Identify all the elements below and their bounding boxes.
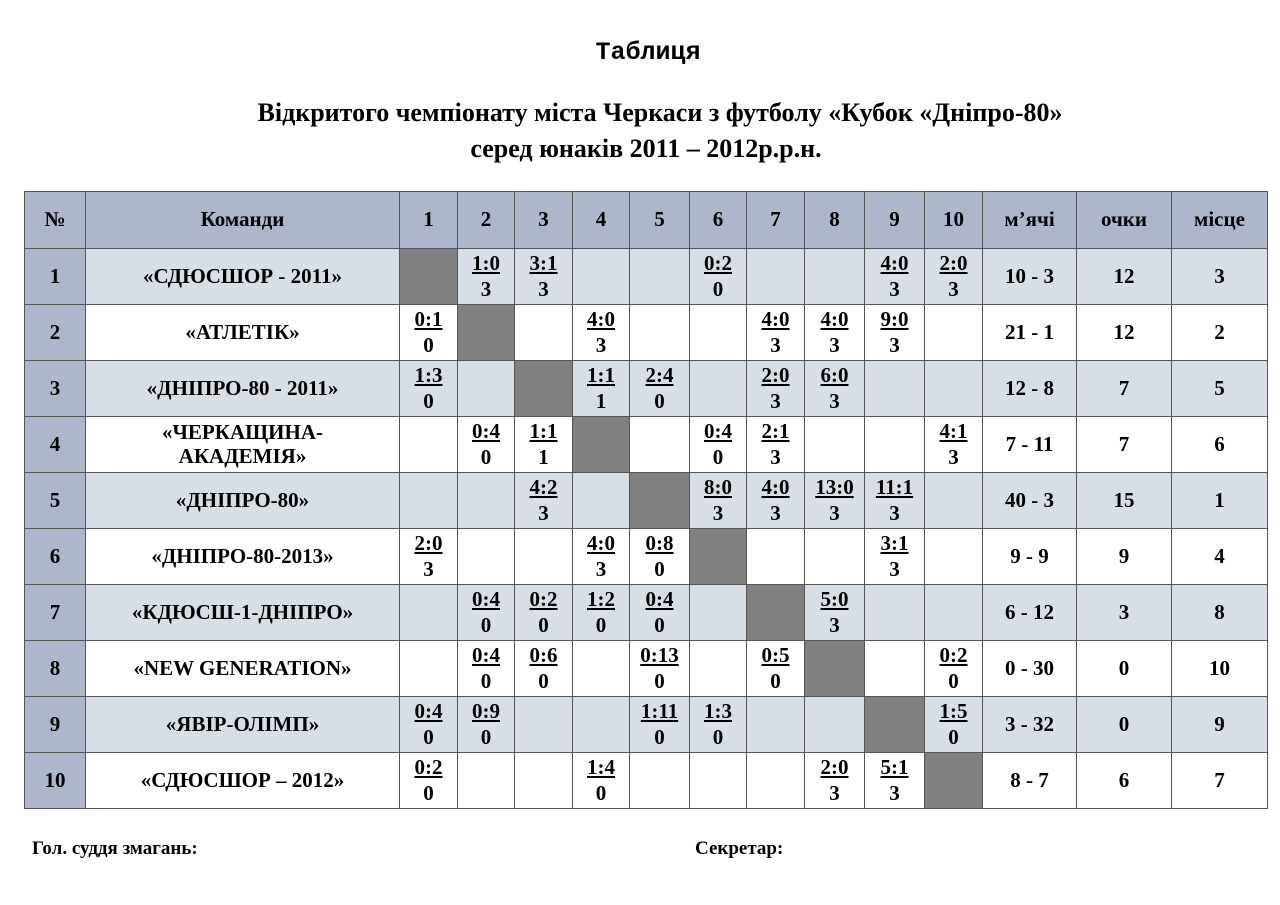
- row-number: 10: [25, 753, 86, 809]
- match-score: 1:1: [587, 363, 615, 388]
- match-result-cell: [925, 697, 983, 753]
- row-number: 1: [25, 249, 86, 305]
- points-cell: 3: [1077, 585, 1172, 641]
- empty-cell: [630, 753, 690, 809]
- match-result-cell: [925, 417, 983, 473]
- match-score: 0:4: [414, 699, 443, 724]
- match-points: 0: [654, 724, 665, 749]
- match-result-cell: [865, 529, 925, 585]
- match-result-cell: [458, 585, 515, 641]
- empty-cell: [805, 417, 865, 473]
- match-score: 0:8: [645, 531, 674, 556]
- empty-cell: [690, 585, 747, 641]
- empty-cell: [925, 361, 983, 417]
- team-name: «ЯВІР-ОЛІМП»: [86, 697, 400, 753]
- match-points: 0: [712, 444, 724, 469]
- match-score: 0:13: [640, 643, 679, 668]
- column-header: 4: [573, 192, 630, 249]
- team-name: «ДНІПРО-80»: [86, 473, 400, 529]
- match-points: 0: [480, 444, 492, 469]
- match-result-cell: [630, 361, 690, 417]
- column-header: 8: [805, 192, 865, 249]
- empty-cell: [805, 697, 865, 753]
- match-score: 2:4: [645, 363, 674, 388]
- column-header: 7: [747, 192, 805, 249]
- match-points: 1: [595, 388, 607, 413]
- match-points: 3: [829, 500, 840, 525]
- match-result-cell: [573, 529, 630, 585]
- column-header: №: [25, 192, 86, 249]
- row-number: 4: [25, 417, 86, 473]
- empty-cell: [400, 641, 458, 697]
- match-score: 2:0: [414, 531, 443, 556]
- match-points: 3: [829, 388, 840, 413]
- empty-cell: [925, 473, 983, 529]
- points-cell: 7: [1077, 417, 1172, 473]
- match-points: 0: [423, 780, 434, 805]
- match-result-cell: [747, 305, 805, 361]
- match-points: 3: [712, 500, 724, 525]
- row-number: 9: [25, 697, 86, 753]
- diagonal-cell: [630, 473, 690, 529]
- team-name: «КДЮСШ-1-ДНІПРО»: [86, 585, 400, 641]
- match-score: 0:2: [704, 251, 732, 276]
- team-name: «NEW GENERATION»: [86, 641, 400, 697]
- match-score: 1:2: [587, 587, 615, 612]
- empty-cell: [805, 529, 865, 585]
- points-cell: 12: [1077, 305, 1172, 361]
- place-cell: 7: [1172, 753, 1268, 809]
- table-row: [25, 585, 1268, 641]
- row-number: 2: [25, 305, 86, 361]
- match-score: 4:0: [820, 307, 849, 332]
- team-name: «СДЮСШОР - 2011»: [86, 249, 400, 305]
- column-header: Команди: [86, 192, 400, 249]
- match-result-cell: [400, 361, 458, 417]
- match-result-cell: [400, 529, 458, 585]
- points-cell: 7: [1077, 361, 1172, 417]
- empty-cell: [747, 697, 805, 753]
- match-result-cell: [515, 473, 573, 529]
- match-points: 3: [889, 276, 900, 301]
- points-cell: 6: [1077, 753, 1172, 809]
- match-score: 5:1: [880, 755, 909, 780]
- empty-cell: [747, 249, 805, 305]
- table-row: [25, 417, 1268, 473]
- match-result-cell: [573, 753, 630, 809]
- match-result-cell: [690, 249, 747, 305]
- match-points: 0: [423, 388, 434, 413]
- match-score: 1:1: [529, 419, 558, 444]
- row-number: 6: [25, 529, 86, 585]
- match-score: 6:0: [820, 363, 849, 388]
- match-result-cell: [458, 641, 515, 697]
- diagonal-cell: [573, 417, 630, 473]
- match-points: 0: [770, 668, 781, 693]
- match-score: 0:9: [472, 699, 500, 724]
- match-points: 0: [480, 724, 492, 749]
- match-result-cell: [805, 585, 865, 641]
- match-result-cell: [690, 697, 747, 753]
- match-score: 11:1: [875, 475, 914, 500]
- match-result-cell: [400, 305, 458, 361]
- judge-label: Гол. суддя змагань:: [32, 838, 198, 859]
- diagonal-cell: [515, 361, 573, 417]
- table-row: [25, 473, 1268, 529]
- match-result-cell: [690, 417, 747, 473]
- match-points: 3: [829, 780, 840, 805]
- column-header: 1: [400, 192, 458, 249]
- empty-cell: [630, 417, 690, 473]
- place-cell: 10: [1172, 641, 1268, 697]
- secretary-label: Секретар:: [695, 838, 784, 859]
- empty-cell: [458, 529, 515, 585]
- match-result-cell: [805, 473, 865, 529]
- balls-cell: 12 - 8: [983, 361, 1077, 417]
- match-result-cell: [458, 249, 515, 305]
- balls-cell: 8 - 7: [983, 753, 1077, 809]
- match-score: 2:0: [820, 755, 849, 780]
- place-cell: 9: [1172, 697, 1268, 753]
- points-cell: 0: [1077, 641, 1172, 697]
- match-points: 3: [948, 444, 959, 469]
- match-points: 3: [829, 612, 840, 637]
- match-result-cell: [515, 417, 573, 473]
- match-score: 1:3: [704, 699, 732, 724]
- match-points: 0: [595, 612, 607, 637]
- match-points: 3: [770, 388, 781, 413]
- diagonal-cell: [925, 753, 983, 809]
- diagonal-cell: [400, 249, 458, 305]
- table-row: [25, 305, 1268, 361]
- empty-cell: [400, 473, 458, 529]
- table-row: [25, 361, 1268, 417]
- match-points: 0: [480, 668, 492, 693]
- match-score: 0:2: [939, 643, 968, 668]
- match-points: 0: [538, 668, 549, 693]
- match-result-cell: [925, 249, 983, 305]
- match-score: 0:4: [645, 587, 674, 612]
- place-cell: 3: [1172, 249, 1268, 305]
- match-score: 0:4: [472, 643, 500, 668]
- team-name: [86, 417, 400, 473]
- match-score: 4:0: [587, 307, 615, 332]
- match-score: 0:4: [472, 419, 500, 444]
- column-header: 6: [690, 192, 747, 249]
- match-result-cell: [865, 473, 925, 529]
- match-points: 0: [948, 724, 959, 749]
- match-points: 0: [712, 724, 724, 749]
- table-row: [25, 249, 1268, 305]
- match-score: 4:0: [587, 531, 615, 556]
- row-number: 3: [25, 361, 86, 417]
- points-cell: 9: [1077, 529, 1172, 585]
- empty-cell: [515, 697, 573, 753]
- match-points: 3: [889, 556, 900, 581]
- match-score: 1:5: [939, 699, 968, 724]
- match-points: 3: [829, 332, 840, 357]
- empty-cell: [573, 473, 630, 529]
- match-result-cell: [805, 361, 865, 417]
- match-result-cell: [630, 585, 690, 641]
- empty-cell: [865, 641, 925, 697]
- team-name: «СДЮСШОР – 2012»: [86, 753, 400, 809]
- team-name: «ДНІПРО-80 - 2011»: [86, 361, 400, 417]
- balls-cell: 10 - 3: [983, 249, 1077, 305]
- match-points: 0: [654, 556, 665, 581]
- match-points: 0: [595, 780, 607, 805]
- match-points: 3: [770, 332, 781, 357]
- column-header: очки: [1077, 192, 1172, 249]
- empty-cell: [630, 249, 690, 305]
- column-header: 10: [925, 192, 983, 249]
- place-cell: 8: [1172, 585, 1268, 641]
- match-result-cell: [747, 417, 805, 473]
- match-result-cell: [747, 473, 805, 529]
- empty-cell: [747, 529, 805, 585]
- balls-cell: 21 - 1: [983, 305, 1077, 361]
- row-number: 8: [25, 641, 86, 697]
- match-score: 1:4: [587, 755, 615, 780]
- page-title: Таблиця: [595, 38, 701, 67]
- match-score: 2:0: [939, 251, 968, 276]
- column-header: м’ячі: [983, 192, 1077, 249]
- match-result-cell: [805, 305, 865, 361]
- empty-cell: [925, 585, 983, 641]
- match-result-cell: [515, 585, 573, 641]
- match-score: 3:1: [880, 531, 909, 556]
- match-result-cell: [573, 361, 630, 417]
- subtitle-line2: серед юнаків 2011 – 2012р.р.н.: [470, 134, 822, 163]
- match-result-cell: [925, 641, 983, 697]
- match-points: 3: [480, 276, 492, 301]
- empty-cell: [458, 753, 515, 809]
- empty-cell: [515, 305, 573, 361]
- match-score: 2:1: [761, 419, 790, 444]
- points-cell: 0: [1077, 697, 1172, 753]
- match-points: 3: [595, 556, 607, 581]
- row-number: 5: [25, 473, 86, 529]
- match-result-cell: [400, 697, 458, 753]
- match-score: 3:1: [529, 251, 558, 276]
- empty-cell: [515, 753, 573, 809]
- header-row: [25, 192, 1268, 249]
- empty-cell: [690, 641, 747, 697]
- subtitle-line1: Відкритого чемпіонату міста Черкаси з футболу «Кубок «Дніпро-80»: [257, 98, 1063, 127]
- empty-cell: [573, 641, 630, 697]
- team-name: «АТЛЕТІК»: [86, 305, 400, 361]
- match-score: 4:0: [761, 475, 790, 500]
- balls-cell: 40 - 3: [983, 473, 1077, 529]
- match-score: 9:0: [880, 307, 909, 332]
- place-cell: 2: [1172, 305, 1268, 361]
- team-name-line: АКАДЕМІЯ»: [178, 443, 307, 468]
- match-result-cell: [630, 641, 690, 697]
- row-number: 7: [25, 585, 86, 641]
- match-score: 0:4: [704, 419, 732, 444]
- match-score: 8:0: [704, 475, 732, 500]
- empty-cell: [458, 473, 515, 529]
- points-cell: 12: [1077, 249, 1172, 305]
- empty-cell: [400, 417, 458, 473]
- empty-cell: [925, 529, 983, 585]
- table-row: [25, 641, 1268, 697]
- match-points: 3: [889, 500, 900, 525]
- place-cell: 6: [1172, 417, 1268, 473]
- column-header: 9: [865, 192, 925, 249]
- place-cell: 1: [1172, 473, 1268, 529]
- match-score: 2:0: [761, 363, 790, 388]
- match-result-cell: [865, 753, 925, 809]
- match-points: 3: [538, 500, 549, 525]
- match-points: 1: [538, 444, 549, 469]
- match-score: 4:0: [880, 251, 909, 276]
- match-score: 5:0: [820, 587, 849, 612]
- match-result-cell: [630, 529, 690, 585]
- empty-cell: [747, 753, 805, 809]
- diagonal-cell: [865, 697, 925, 753]
- empty-cell: [573, 697, 630, 753]
- table-row: [25, 753, 1268, 809]
- table-row: [25, 697, 1268, 753]
- match-result-cell: [458, 697, 515, 753]
- empty-cell: [515, 529, 573, 585]
- match-score: 4:2: [529, 475, 558, 500]
- match-score: 0:5: [761, 643, 790, 668]
- place-cell: 4: [1172, 529, 1268, 585]
- diagonal-cell: [805, 641, 865, 697]
- empty-cell: [458, 361, 515, 417]
- match-score: 0:2: [414, 755, 443, 780]
- empty-cell: [690, 305, 747, 361]
- match-points: 3: [770, 500, 781, 525]
- empty-cell: [690, 753, 747, 809]
- match-result-cell: [515, 249, 573, 305]
- place-cell: 5: [1172, 361, 1268, 417]
- match-score: 0:4: [472, 587, 500, 612]
- match-points: 0: [538, 612, 549, 637]
- match-points: 0: [948, 668, 959, 693]
- match-result-cell: [865, 249, 925, 305]
- team-name-line: «ЧЕРКАЩИНА-: [161, 420, 324, 445]
- match-score: 0:1: [414, 307, 443, 332]
- match-score: 13:0: [815, 475, 854, 500]
- match-points: 3: [538, 276, 549, 301]
- empty-cell: [630, 305, 690, 361]
- empty-cell: [690, 361, 747, 417]
- match-points: 3: [889, 780, 900, 805]
- match-result-cell: [400, 753, 458, 809]
- match-result-cell: [690, 473, 747, 529]
- match-result-cell: [515, 641, 573, 697]
- match-score: 1:0: [472, 251, 500, 276]
- match-points: 3: [948, 276, 959, 301]
- match-points: 0: [654, 388, 665, 413]
- standings-table: [24, 191, 1268, 809]
- match-result-cell: [747, 361, 805, 417]
- empty-cell: [573, 249, 630, 305]
- match-points: 3: [595, 332, 607, 357]
- empty-cell: [865, 361, 925, 417]
- empty-cell: [865, 417, 925, 473]
- empty-cell: [865, 585, 925, 641]
- match-score: 0:6: [529, 643, 558, 668]
- diagonal-cell: [458, 305, 515, 361]
- balls-cell: 0 - 30: [983, 641, 1077, 697]
- column-header: 3: [515, 192, 573, 249]
- match-result-cell: [805, 753, 865, 809]
- empty-cell: [925, 305, 983, 361]
- match-points: 0: [654, 668, 665, 693]
- match-points: 0: [654, 612, 665, 637]
- points-cell: 15: [1077, 473, 1172, 529]
- match-points: 3: [889, 332, 900, 357]
- match-result-cell: [865, 305, 925, 361]
- match-result-cell: [458, 417, 515, 473]
- diagonal-cell: [747, 585, 805, 641]
- column-header: місце: [1172, 192, 1268, 249]
- match-result-cell: [573, 305, 630, 361]
- match-points: 3: [770, 444, 781, 469]
- column-header: 2: [458, 192, 515, 249]
- match-points: 3: [423, 556, 434, 581]
- empty-cell: [400, 585, 458, 641]
- match-score: 4:1: [939, 419, 968, 444]
- match-result-cell: [573, 585, 630, 641]
- match-points: 0: [712, 276, 724, 301]
- balls-cell: 6 - 12: [983, 585, 1077, 641]
- match-score: 0:2: [529, 587, 558, 612]
- balls-cell: 9 - 9: [983, 529, 1077, 585]
- match-score: 1:3: [414, 363, 443, 388]
- balls-cell: 7 - 11: [983, 417, 1077, 473]
- column-header: 5: [630, 192, 690, 249]
- match-result-cell: [630, 697, 690, 753]
- balls-cell: 3 - 32: [983, 697, 1077, 753]
- match-points: 0: [423, 332, 434, 357]
- match-score: 1:11: [640, 699, 679, 724]
- team-name: «ДНІПРО-80-2013»: [86, 529, 400, 585]
- match-result-cell: [747, 641, 805, 697]
- table-row: [25, 529, 1268, 585]
- match-score: 4:0: [761, 307, 790, 332]
- match-points: 0: [480, 612, 492, 637]
- diagonal-cell: [690, 529, 747, 585]
- match-points: 0: [423, 724, 434, 749]
- empty-cell: [805, 249, 865, 305]
